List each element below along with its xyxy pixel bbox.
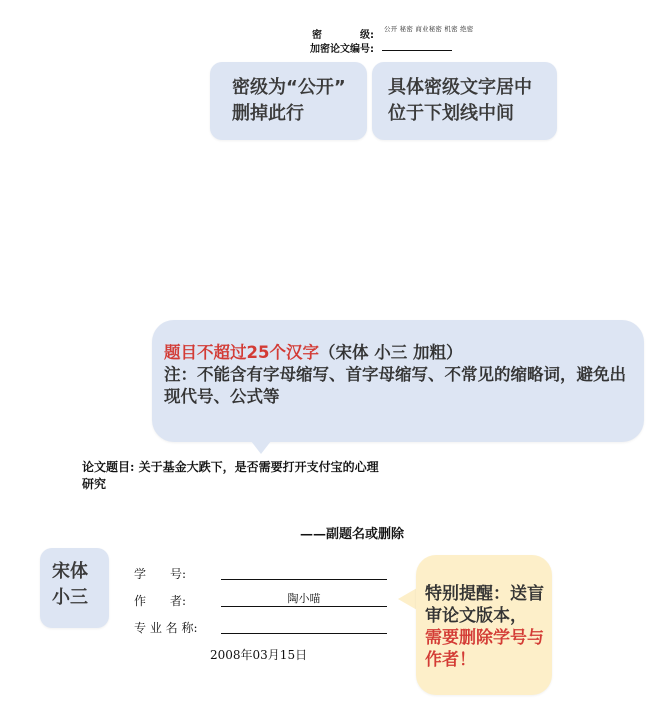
- callout-public-delete: [210, 62, 367, 140]
- callout-title-tail: [247, 436, 275, 454]
- author-label: 作 者:: [134, 594, 187, 608]
- callout-center-line1: 具体密级文字居中: [388, 77, 532, 98]
- secret-options: 公开 秘密 商业秘密 机密 绝密: [384, 25, 474, 33]
- callout-reminder-tail: [398, 588, 417, 610]
- author-underline: [221, 606, 387, 607]
- reminder-text: 特别提醒：送盲审论文版本，: [425, 584, 544, 626]
- thesis-title-line2: 研究: [82, 477, 107, 491]
- title-rule-red: 题目不超过25个汉字: [164, 343, 319, 362]
- callout-public-line1: 密级为“公开”: [232, 77, 346, 98]
- thesis-title-line1: 论文题目: 关于基金大跌下，是否需要打开支付宝的心理: [82, 460, 379, 474]
- author-value: 陶小喵: [287, 592, 321, 605]
- encrypted-code-label: 加密论文编号:: [310, 44, 374, 55]
- title-rule-font: （宋体 小三 加粗）: [318, 343, 463, 362]
- callout-reminder: [416, 555, 552, 695]
- reminder-red-text: 需要删除学号与作者！: [425, 628, 544, 670]
- thesis-title: [82, 459, 379, 493]
- thesis-subtitle: ——副题名或删除: [300, 527, 405, 542]
- callout-font-size: [40, 548, 109, 628]
- encrypted-code-underline: [382, 50, 452, 51]
- major-label: 专 业 名 称:: [134, 621, 198, 635]
- student-id-label: 学 号:: [134, 567, 187, 581]
- secret-level-label: [312, 26, 374, 41]
- title-rule-note: 注：不能含有字母缩写、首字母缩写、不常见的缩略词，避免出现代号、公式等: [164, 365, 626, 406]
- callout-title-rules: [152, 320, 644, 442]
- secret-label-tail: 级:: [360, 30, 374, 41]
- thesis-date: 2008年03月15日: [210, 648, 308, 662]
- major-underline: [221, 633, 387, 634]
- secret-label-char: 密: [312, 30, 322, 41]
- callout-public-line2: 删掉此行: [232, 103, 304, 124]
- callout-font-line1: 宋体: [52, 561, 88, 582]
- callout-center-level: [372, 62, 557, 140]
- callout-center-line2: 位于下划线中间: [388, 103, 514, 124]
- student-id-underline: [221, 579, 387, 580]
- callout-font-line2: 小三: [52, 587, 88, 608]
